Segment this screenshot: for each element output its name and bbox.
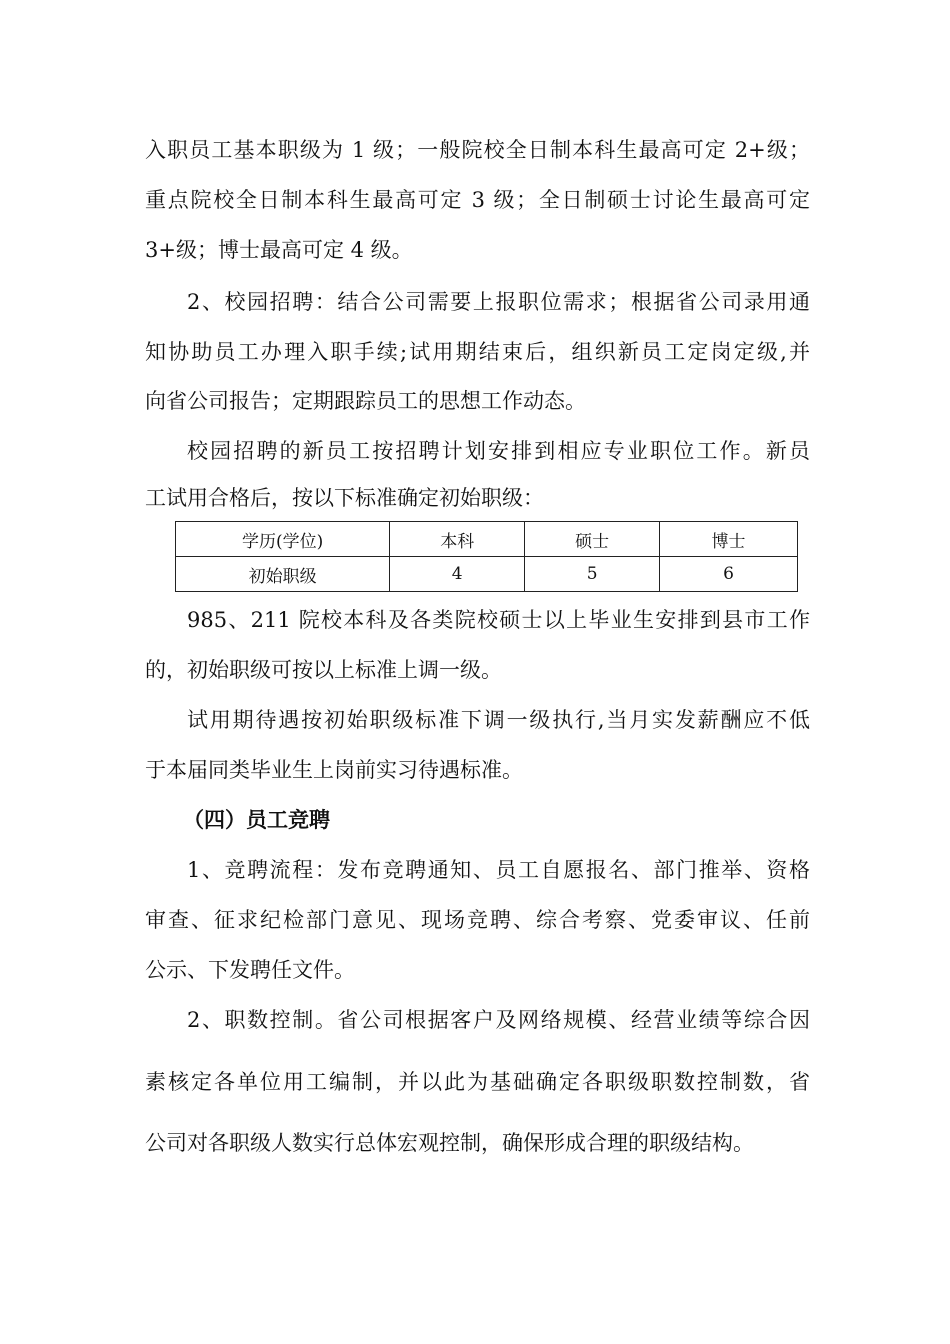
paragraph-line: 的，初始职级可按以上标准上调一级。 xyxy=(145,658,502,682)
paragraph-line: 素核定各单位用工编制，并以此为基础确定各职级职数控制数，省 xyxy=(145,1070,810,1094)
paragraph-line: 知协助员工办理入职手续;试用期结束后，组织新员工定岗定级,并 xyxy=(145,340,810,364)
paragraph-line: 2、职数控制。省公司根据客户及网络规模、经营业绩等综合因 xyxy=(187,1008,810,1032)
paragraph-line: 试用期待遇按初始职级标准下调一级执行,当月实发薪酬应不低 xyxy=(187,708,810,732)
paragraph-line: 审查、征求纪检部门意见、现场竞聘、综合考察、党委审议、任前 xyxy=(145,908,810,932)
paragraph-line: 3+级；博士最高可定 4 级。 xyxy=(145,238,413,262)
paragraph-line: 于本届同类毕业生上岗前实习待遇标准。 xyxy=(145,758,523,782)
grade-table xyxy=(175,521,798,592)
table-cell: 6 xyxy=(660,557,798,592)
table-header-cell: 本科 xyxy=(390,522,525,557)
paragraph-line: 重点院校全日制本科生最高可定 3 级；全日制硕士讨论生最高可定 xyxy=(145,188,810,212)
table-header-cell: 博士 xyxy=(660,522,798,557)
table-cell: 5 xyxy=(525,557,660,592)
table-header-row xyxy=(176,522,798,557)
paragraph-line: 公示、下发聘任文件。 xyxy=(145,958,355,982)
paragraph-line: 向省公司报告；定期跟踪员工的思想工作动态。 xyxy=(145,389,586,413)
paragraph-line: 工试用合格后，按以下标准确定初始职级： xyxy=(145,486,544,510)
paragraph-line: 985、211 院校本科及各类院校硕士以上毕业生安排到县市工作 xyxy=(187,608,810,632)
table-row xyxy=(176,557,798,592)
table-header-cell: 硕士 xyxy=(525,522,660,557)
paragraph-line: 2、校园招聘：结合公司需要上报职位需求；根据省公司录用通 xyxy=(187,290,810,314)
paragraph-line: 公司对各职级人数实行总体宏观控制，确保形成合理的职级结构。 xyxy=(145,1131,754,1155)
table-header-cell: 学历(学位) xyxy=(176,522,390,557)
section-heading: （四）员工竞聘 xyxy=(183,808,330,832)
paragraph-line: 入职员工基本职级为 1 级；一般院校全日制本科生最高可定 2+级； xyxy=(145,138,810,162)
paragraph-line: 校园招聘的新员工按招聘计划安排到相应专业职位工作。新员 xyxy=(187,439,810,463)
paragraph-line: 1、竞聘流程：发布竞聘通知、员工自愿报名、部门推举、资格 xyxy=(187,858,810,882)
table-cell: 初始职级 xyxy=(176,557,390,592)
table-cell: 4 xyxy=(390,557,525,592)
